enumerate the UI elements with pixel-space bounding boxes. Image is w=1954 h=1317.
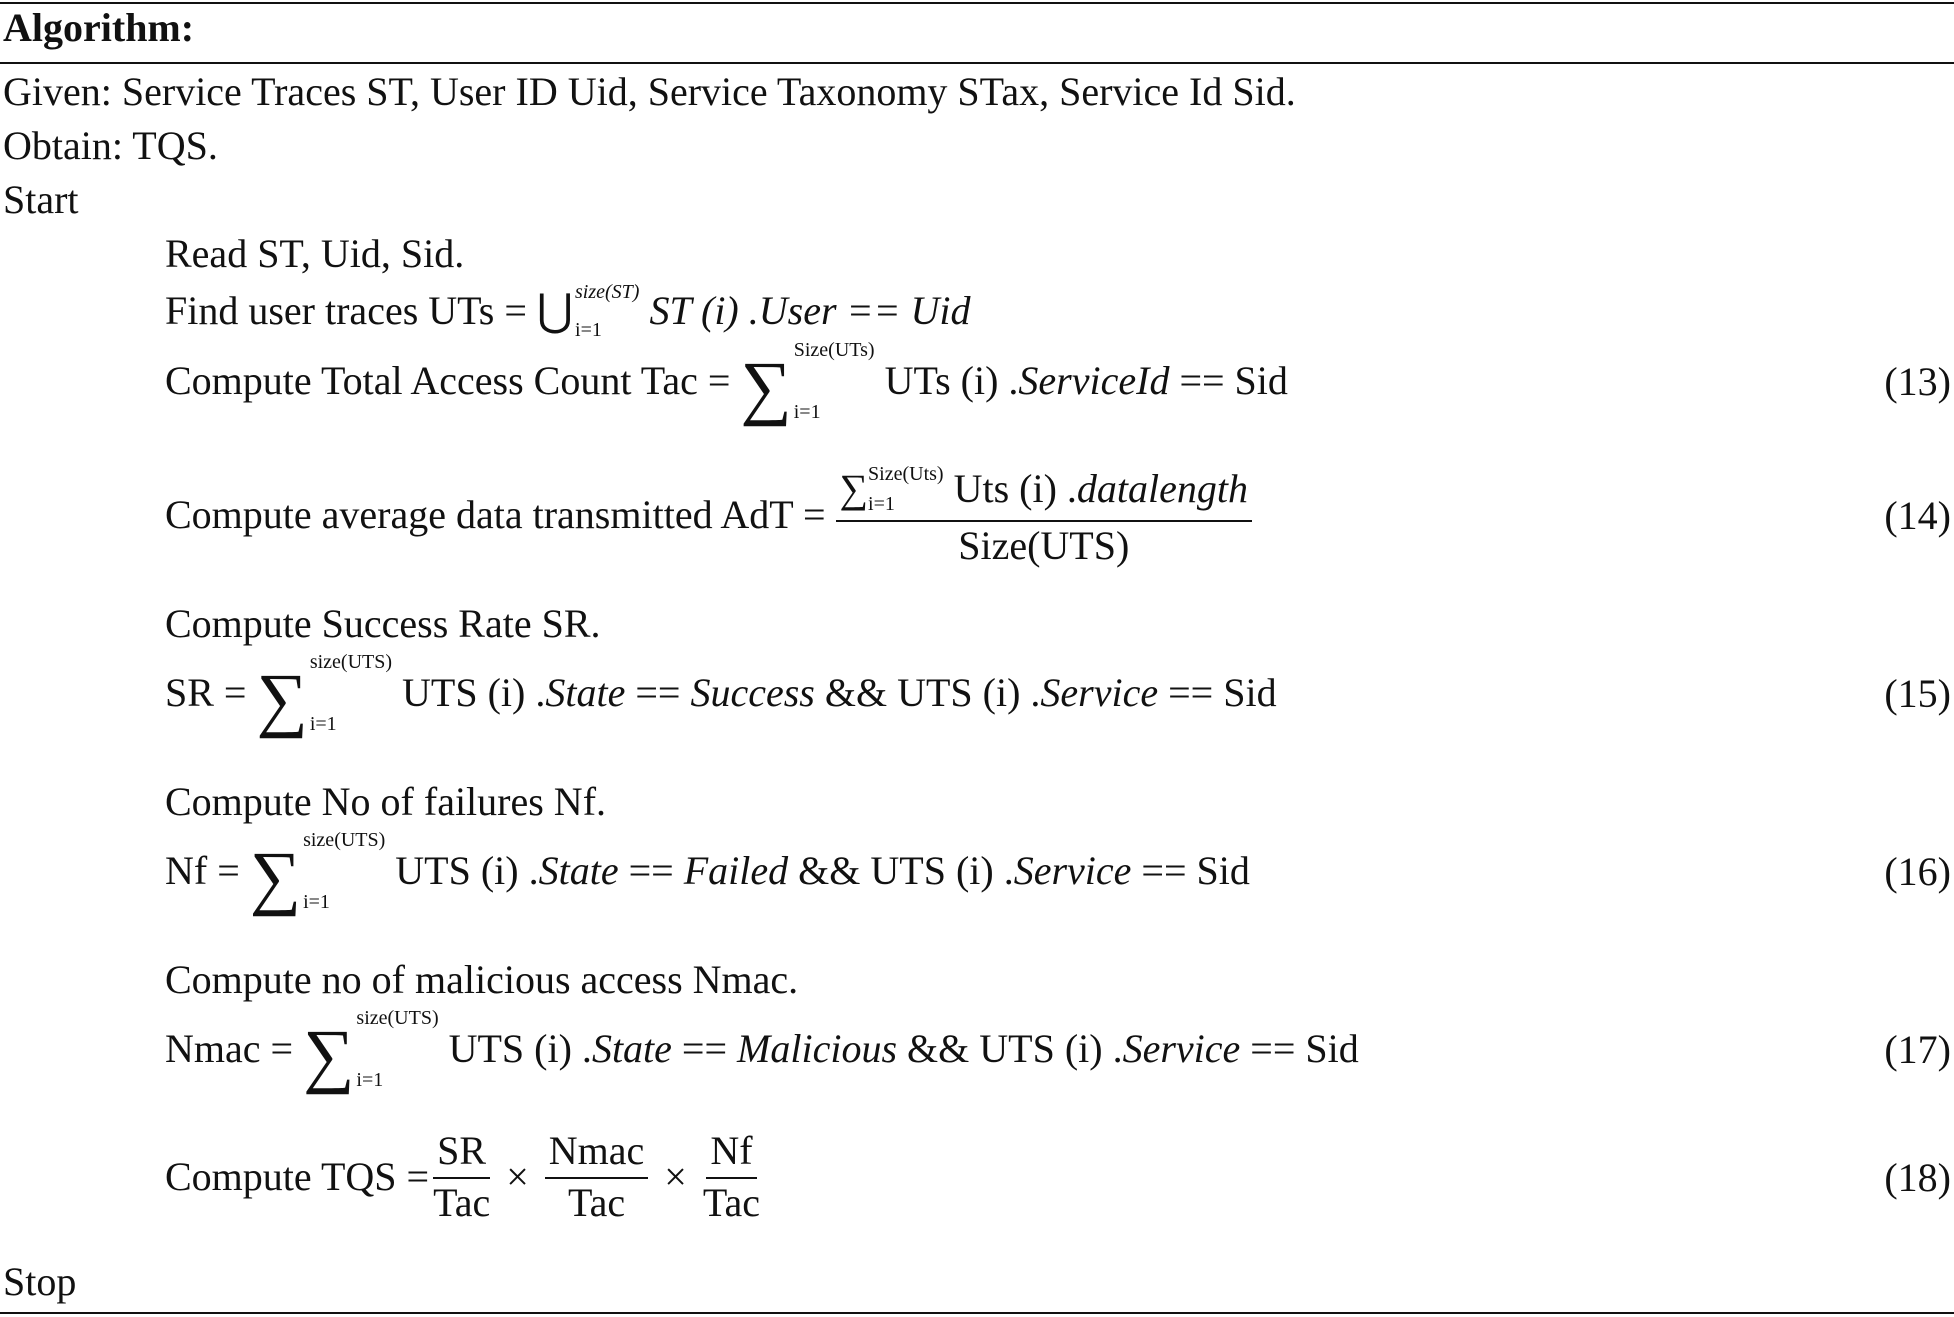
given-line: Given: Service Traces ST, User ID Uid, Service Taxonomy STax, Service Id Sid. <box>3 69 1296 114</box>
obtain-line: Obtain: TQS. <box>3 123 218 168</box>
eq14-numer-a: Uts (i) . <box>953 466 1077 511</box>
eq13-prefix: Compute Total Access Count Tac = <box>165 358 731 403</box>
times-symbol: × <box>664 1154 687 1199</box>
equation-18 <box>165 1114 760 1240</box>
find-prefix: Find user traces UTs = <box>165 288 527 333</box>
eq16-upper-limit: size(UTS) <box>303 829 386 851</box>
eq13-upper-limit: Size(UTs) <box>793 339 875 361</box>
bottom-rule <box>0 1312 1954 1314</box>
eq15-limits <box>310 652 392 734</box>
eq18-f3-numerator: Nf <box>706 1131 756 1179</box>
eq16-g: == Sid <box>1131 848 1250 893</box>
find-expression: ST (i) .User == Uid <box>649 288 971 333</box>
eq18-prefix: Compute TQS = <box>165 1154 430 1199</box>
equation-14 <box>165 452 1252 578</box>
eq15-upper-limit: size(UTS) <box>309 651 393 673</box>
failures-step: Compute No of failures Nf. <box>165 779 607 824</box>
sum-symbol: ∑ <box>249 837 302 917</box>
eq14-denominator: Size(UTS) <box>958 523 1130 568</box>
eq16-limits <box>303 830 385 912</box>
eq14-limits <box>868 464 944 514</box>
equation-number-14: (14) <box>1884 493 1951 538</box>
eq17-f: Service <box>1122 1026 1241 1071</box>
eq14-upper-limit: Size(Uts) <box>868 463 944 485</box>
eq15-a: UTS (i) . <box>402 670 546 715</box>
eq14-numer-b: datalength <box>1076 466 1249 511</box>
success-rate-step: Compute Success Rate SR. <box>165 601 601 646</box>
malicious-step: Compute no of malicious access Nmac. <box>165 957 799 1002</box>
eq14-prefix: Compute average data transmitted AdT = <box>165 492 826 537</box>
eq15-lhs: SR = <box>165 670 247 715</box>
top-rule <box>0 2 1954 4</box>
eq17-b: State <box>591 1026 672 1071</box>
eq14-fraction <box>836 464 1252 566</box>
equation-number-15: (15) <box>1884 671 1951 716</box>
eq13-expr-c: == Sid <box>1169 358 1288 403</box>
sum-symbol: ∑ <box>303 1015 355 1095</box>
union-symbol: ⋃ <box>536 286 574 335</box>
eq17-c: == <box>671 1026 738 1071</box>
find-user-traces-step <box>165 278 971 344</box>
sum-symbol: ∑ <box>740 347 792 427</box>
sum-symbol: ∑ <box>839 466 869 511</box>
eq18-fraction-nmac <box>545 1128 649 1225</box>
eq13-limits <box>794 340 875 422</box>
equation-16 <box>165 826 1250 916</box>
eq13-lower-limit: i=1 <box>793 401 821 423</box>
eq17-e: && UTS (i) . <box>897 1026 1123 1071</box>
start-label: Start <box>3 177 79 222</box>
eq17-a: UTS (i) . <box>448 1026 592 1071</box>
eq16-lower-limit: i=1 <box>303 891 330 913</box>
eq15-f: Service <box>1040 670 1159 715</box>
equation-15 <box>165 648 1277 738</box>
eq14-lower-limit: i=1 <box>868 493 895 515</box>
eq15-b: State <box>545 670 626 715</box>
sum-symbol: ∑ <box>256 659 308 739</box>
header-rule <box>0 62 1954 64</box>
equation-number-13: (13) <box>1884 359 1951 404</box>
eq16-f: Service <box>1013 848 1132 893</box>
eq13-expr-b: ServiceId <box>1018 358 1170 403</box>
eq16-a: UTS (i) . <box>395 848 539 893</box>
eq17-d: Malicious <box>737 1026 898 1071</box>
union-upper-limit: size(ST) <box>575 281 640 303</box>
eq17-lower-limit: i=1 <box>356 1069 384 1091</box>
eq15-c: == <box>625 670 691 715</box>
eq18-f3-denominator: Tac <box>702 1180 761 1225</box>
stop-label: Stop <box>3 1259 77 1304</box>
eq16-c: == <box>618 848 684 893</box>
eq18-f2-numerator: Nmac <box>545 1131 649 1179</box>
eq18-fraction-nf <box>702 1128 761 1225</box>
eq16-d: Failed <box>683 848 789 893</box>
eq18-f1-denominator: Tac <box>433 1180 491 1225</box>
eq17-g: == Sid <box>1240 1026 1359 1071</box>
union-limits <box>575 282 639 340</box>
eq18-f1-numerator: SR <box>433 1131 490 1179</box>
equation-17 <box>165 1004 1359 1094</box>
eq17-upper-limit: size(UTS) <box>356 1007 439 1029</box>
eq15-g: == Sid <box>1158 670 1277 715</box>
read-step: Read ST, Uid, Sid. <box>165 231 465 276</box>
eq15-e: && UTS (i) . <box>814 670 1041 715</box>
eq16-b: State <box>538 848 619 893</box>
equation-number-17: (17) <box>1884 1027 1951 1072</box>
eq18-f2-denominator: Tac <box>567 1180 626 1225</box>
eq16-e: && UTS (i) . <box>788 848 1014 893</box>
algorithm-heading: Algorithm: <box>3 5 195 50</box>
equation-13 <box>165 336 1288 426</box>
eq13-expr-a: UTs (i) . <box>884 358 1019 403</box>
union-lower-limit: i=1 <box>575 319 602 341</box>
eq17-lhs: Nmac = <box>165 1026 294 1071</box>
eq16-lhs: Nf = <box>165 848 240 893</box>
equation-number-18: (18) <box>1884 1155 1951 1200</box>
eq18-fraction-sr <box>433 1128 491 1225</box>
eq15-d: Success <box>690 670 815 715</box>
times-symbol: × <box>506 1154 529 1199</box>
eq15-lower-limit: i=1 <box>309 713 337 735</box>
eq14-numerator <box>836 464 1252 522</box>
eq17-limits <box>356 1008 438 1090</box>
equation-number-16: (16) <box>1884 849 1951 894</box>
